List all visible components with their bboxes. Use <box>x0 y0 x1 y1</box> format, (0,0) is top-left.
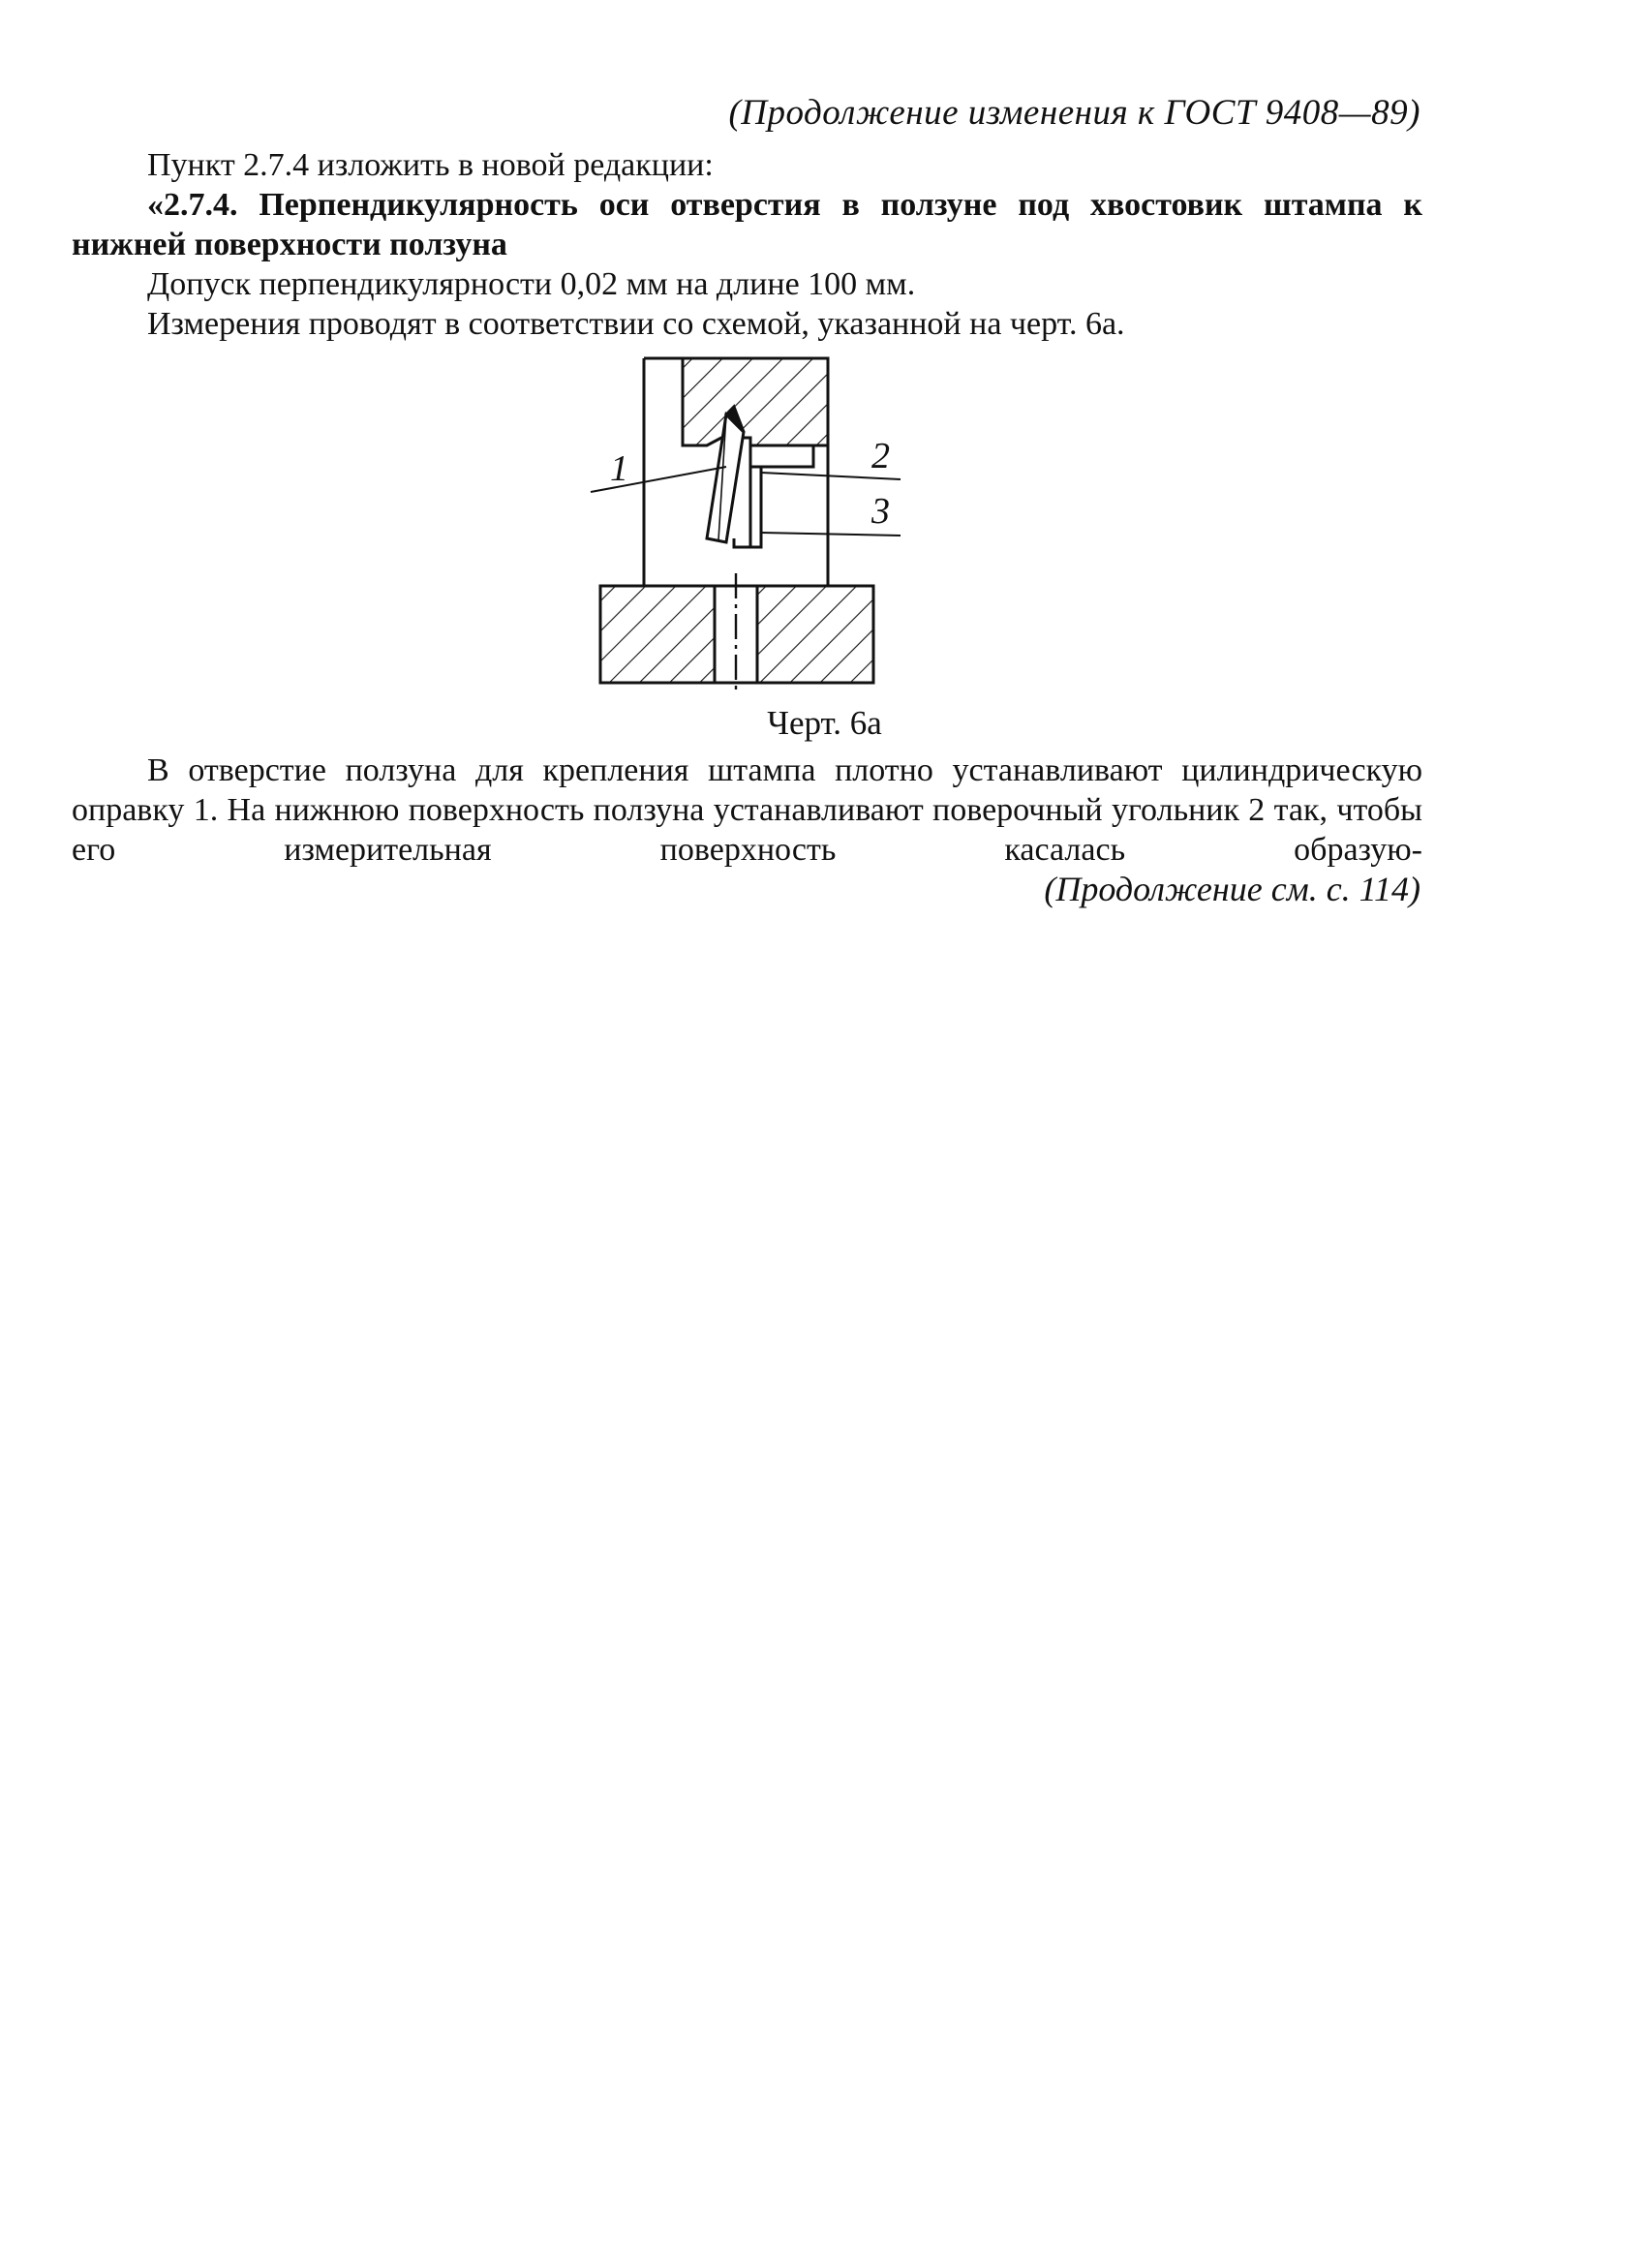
measurement-text: Измерения проводят в соответствии со схемой, указанной на черт. 6а. <box>147 306 1125 342</box>
paragraph-clause-title <box>72 185 1422 264</box>
leader-lines <box>591 467 901 536</box>
paragraph-instruction <box>72 145 1422 185</box>
die-shank-block <box>683 358 828 445</box>
paragraph-tolerance <box>72 264 1422 304</box>
continuation-footer: (Продолжение см. с. 114) <box>1044 870 1420 908</box>
tolerance-text: Допуск перпендикулярности 0,02 мм на длине 100 мм. <box>147 266 916 302</box>
procedure-text: В отверстие ползуна для крепления штампа плотно устанавливают цилиндрическую оправку 1. На нижнюю поверхность ползуна устанавливают поверочный угольник 2 так, чтобы его измерительная поверхность касалась образую- <box>72 752 1422 868</box>
paragraph-measurement <box>72 304 1422 344</box>
paragraph-procedure <box>72 751 1422 870</box>
square-step <box>750 445 813 467</box>
continuation-header: (Продолжение изменения к ГОСТ 9408—89) <box>728 93 1420 133</box>
paragraph-text: Пункт 2.7.4 изложить в новой редакции: <box>147 147 714 183</box>
figure-caption: Черт. 6а <box>767 704 882 742</box>
callout-2: 2 <box>871 436 890 476</box>
technical-drawing <box>581 349 910 697</box>
callout-1: 1 <box>610 448 628 489</box>
clause-title-text: «2.7.4. Перпендикулярность оси отверстия в ползуне под хвостовик штампа к нижней поверхности ползуна <box>72 187 1422 262</box>
callout-3: 3 <box>871 491 890 532</box>
angle-square <box>734 467 761 547</box>
